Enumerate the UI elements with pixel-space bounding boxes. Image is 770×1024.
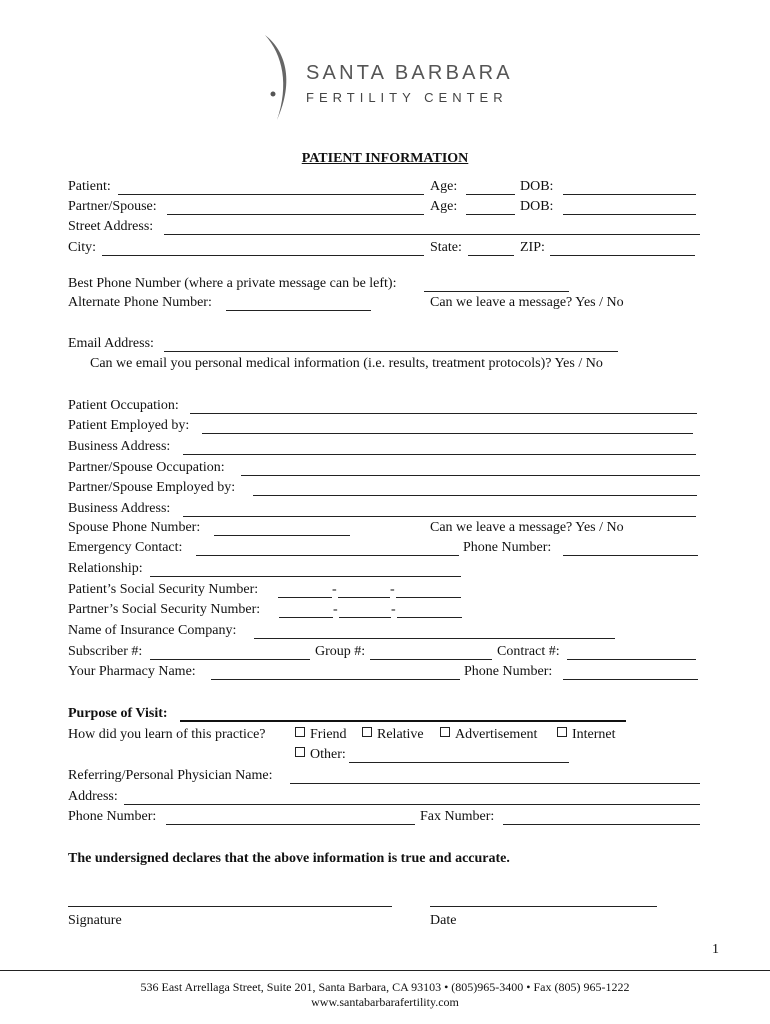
- footer-website[interactable]: www.santabarbarafertility.com: [311, 995, 459, 1009]
- physician-phone-field[interactable]: [166, 824, 415, 825]
- pharmacy-phone-field[interactable]: [563, 679, 698, 680]
- patient-age-label: Age:: [430, 179, 458, 194]
- other-option[interactable]: [295, 747, 346, 763]
- ssn-dash: -: [332, 582, 337, 597]
- partner-dob-label: DOB:: [520, 199, 554, 214]
- patient-ssn-part1[interactable]: [278, 597, 332, 598]
- partner-field[interactable]: [167, 214, 424, 215]
- spouse-leave-message-question: Can we leave a message? Yes / No: [430, 520, 624, 535]
- state-field[interactable]: [468, 255, 514, 256]
- partner-label: Partner/Spouse:: [68, 199, 157, 214]
- group-field[interactable]: [370, 659, 492, 660]
- relationship-field[interactable]: [150, 576, 461, 577]
- patient-ssn-part2[interactable]: [338, 597, 390, 598]
- internet-checkbox[interactable]: [557, 727, 567, 737]
- logo-swoosh-icon: [255, 30, 300, 130]
- business-address-label: Business Address:: [68, 439, 171, 454]
- zip-field[interactable]: [550, 255, 695, 256]
- street-field[interactable]: [164, 234, 700, 235]
- email-label: Email Address:: [68, 336, 154, 351]
- partner-ssn-part1[interactable]: [279, 617, 333, 618]
- patient-occupation-label: Patient Occupation:: [68, 398, 179, 413]
- patient-field[interactable]: [118, 194, 424, 195]
- emergency-phone-label: Phone Number:: [463, 540, 552, 555]
- patient-age-field[interactable]: [466, 194, 515, 195]
- partner-dob-field[interactable]: [563, 214, 696, 215]
- footer-address: 536 East Arrellaga Street, Suite 201, Santa Barbara, CA 93103 • (805)965-3400 • Fax (805) 965-1222: [140, 980, 630, 994]
- other-option-label: Other:: [310, 747, 346, 762]
- date-field[interactable]: [430, 906, 657, 907]
- patient-dob-field[interactable]: [563, 194, 696, 195]
- partner-occupation-field[interactable]: [241, 475, 700, 476]
- alt-phone-field[interactable]: [226, 310, 371, 311]
- other-field[interactable]: [349, 762, 569, 763]
- partner-ssn-part2[interactable]: [339, 617, 391, 618]
- advertisement-option[interactable]: [440, 727, 537, 743]
- contract-label: Contract #:: [497, 644, 560, 659]
- insurance-field[interactable]: [254, 638, 615, 639]
- patient-occupation-field[interactable]: [190, 413, 697, 414]
- subscriber-field[interactable]: [150, 659, 310, 660]
- spouse-phone-label: Spouse Phone Number:: [68, 520, 201, 535]
- zip-label: ZIP:: [520, 240, 545, 255]
- friend-option-label: Friend: [310, 727, 347, 742]
- pharmacy-phone-label: Phone Number:: [464, 664, 553, 679]
- friend-checkbox[interactable]: [295, 727, 305, 737]
- physician-fax-field[interactable]: [503, 824, 700, 825]
- city-field[interactable]: [102, 255, 424, 256]
- physician-fax-label: Fax Number:: [420, 809, 495, 824]
- subscriber-label: Subscriber #:: [68, 644, 143, 659]
- contract-field[interactable]: [567, 659, 696, 660]
- ssn-dash: -: [333, 602, 338, 617]
- purpose-label: Purpose of Visit:: [68, 706, 168, 721]
- signature-label: Signature: [68, 913, 122, 928]
- group-label: Group #:: [315, 644, 366, 659]
- partner-occupation-label: Partner/Spouse Occupation:: [68, 460, 225, 475]
- patient-employer-label: Patient Employed by:: [68, 418, 190, 433]
- partner-employer-label: Partner/Spouse Employed by:: [68, 480, 236, 495]
- relative-option[interactable]: [362, 727, 424, 743]
- insurance-label: Name of Insurance Company:: [68, 623, 237, 638]
- referring-physician-field[interactable]: [290, 783, 700, 784]
- signature-field[interactable]: [68, 906, 392, 907]
- state-label: State:: [430, 240, 462, 255]
- pharmacy-field[interactable]: [211, 679, 460, 680]
- alt-phone-label: Alternate Phone Number:: [68, 295, 212, 310]
- spouse-phone-field[interactable]: [214, 535, 350, 536]
- page-title: PATIENT INFORMATION: [301, 151, 469, 166]
- partner-business-address-field[interactable]: [183, 516, 696, 517]
- footer-divider: [0, 970, 770, 971]
- purpose-field[interactable]: [180, 720, 626, 722]
- other-checkbox[interactable]: [295, 747, 305, 757]
- partner-age-label: Age:: [430, 199, 458, 214]
- email-consent-question: Can we email you personal medical information (i.e. results, treatment protocols)? Yes / No: [90, 356, 603, 371]
- business-address-field[interactable]: [183, 454, 696, 455]
- patient-dob-label: DOB:: [520, 179, 554, 194]
- patient-label: Patient:: [68, 179, 111, 194]
- relationship-label: Relationship:: [68, 561, 143, 576]
- street-label: Street Address:: [68, 219, 154, 234]
- partner-age-field[interactable]: [466, 214, 515, 215]
- internet-option[interactable]: [557, 727, 616, 743]
- patient-ssn-label: Patient’s Social Security Number:: [68, 582, 259, 597]
- physician-phone-label: Phone Number:: [68, 809, 157, 824]
- partner-ssn-part3[interactable]: [397, 617, 462, 618]
- partner-ssn-label: Partner’s Social Security Number:: [68, 602, 261, 617]
- physician-address-label: Address:: [68, 789, 118, 804]
- partner-business-address-label: Business Address:: [68, 501, 171, 516]
- advertisement-option-label: Advertisement: [455, 727, 538, 742]
- page-number: 1: [712, 942, 719, 957]
- emergency-contact-label: Emergency Contact:: [68, 540, 183, 555]
- logo-subtitle: FERTILITY CENTER: [306, 90, 508, 105]
- patient-ssn-part3[interactable]: [396, 597, 461, 598]
- leave-message-question: Can we leave a message? Yes / No: [430, 295, 624, 310]
- emergency-phone-field[interactable]: [563, 555, 698, 556]
- advertisement-checkbox[interactable]: [440, 727, 450, 737]
- referring-physician-label: Referring/Personal Physician Name:: [68, 768, 273, 783]
- city-label: City:: [68, 240, 97, 255]
- how-learn-label: How did you learn of this practice?: [68, 727, 266, 742]
- best-phone-field[interactable]: [424, 291, 569, 292]
- logo-name: SANTA BARBARA: [306, 62, 513, 84]
- relative-checkbox[interactable]: [362, 727, 372, 737]
- pharmacy-label: Your Pharmacy Name:: [68, 664, 196, 679]
- email-field[interactable]: [164, 351, 618, 352]
- ssn-dash: -: [391, 602, 396, 617]
- ssn-dash: -: [390, 582, 395, 597]
- friend-option[interactable]: [295, 727, 347, 743]
- emergency-contact-field[interactable]: [196, 555, 459, 556]
- physician-address-field[interactable]: [124, 804, 700, 805]
- partner-employer-field[interactable]: [253, 495, 697, 496]
- date-label: Date: [430, 913, 457, 928]
- declaration-text: The undersigned declares that the above information is true and accurate.: [68, 851, 510, 866]
- patient-employer-field[interactable]: [202, 433, 693, 434]
- internet-option-label: Internet: [572, 727, 616, 742]
- relative-option-label: Relative: [377, 727, 424, 742]
- best-phone-label: Best Phone Number (where a private message can be left):: [68, 276, 397, 291]
